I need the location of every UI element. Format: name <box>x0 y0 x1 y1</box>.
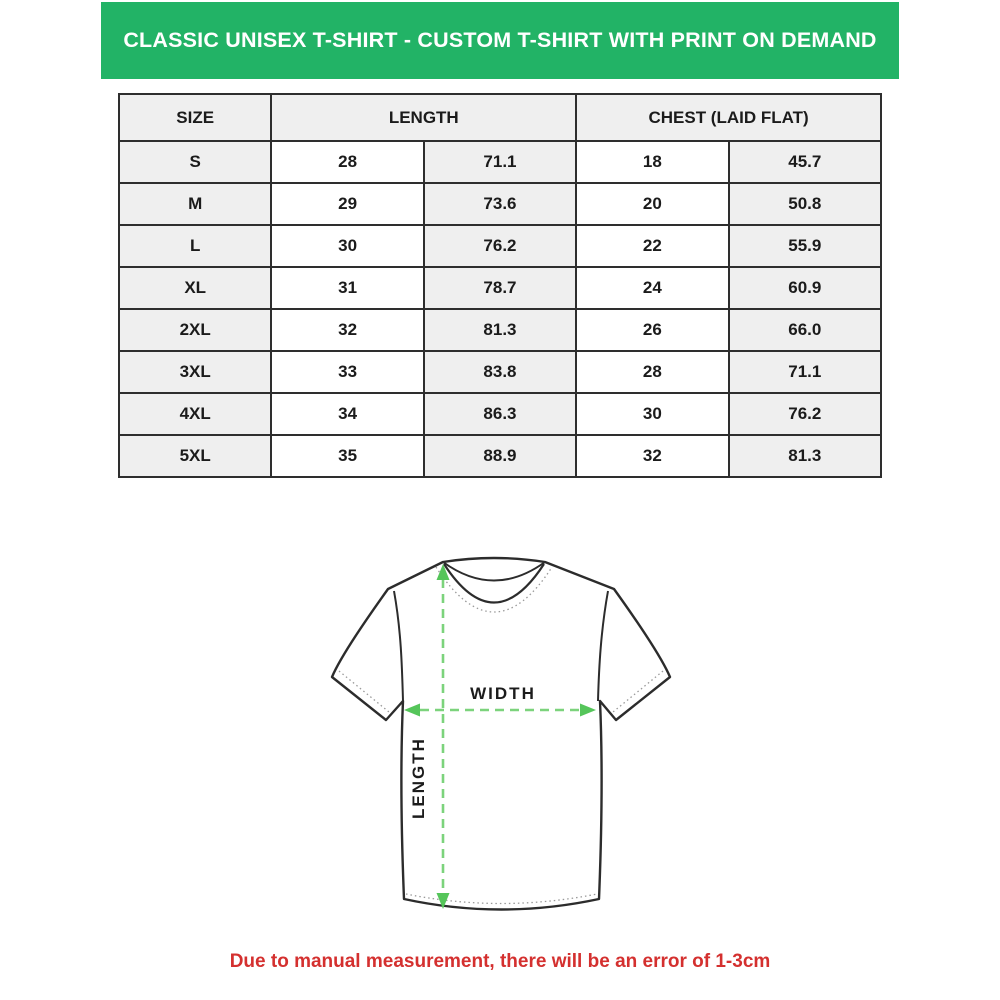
width-label: WIDTH <box>470 684 536 703</box>
chest-in-cell: 30 <box>576 393 728 435</box>
size-cell: XL <box>119 267 271 309</box>
size-cell: 3XL <box>119 351 271 393</box>
chest-cm-cell: 50.8 <box>729 183 881 225</box>
chest-in-cell: 20 <box>576 183 728 225</box>
chest-in-cell: 22 <box>576 225 728 267</box>
table-row <box>119 183 881 225</box>
tshirt-outline <box>332 558 670 910</box>
chest-in-cell: 32 <box>576 435 728 477</box>
length-cm-cell: 71.1 <box>424 141 576 183</box>
length-cm-cell: 81.3 <box>424 309 576 351</box>
chest-in-cell: 18 <box>576 141 728 183</box>
title-banner <box>101 2 899 79</box>
page-title: CLASSIC UNISEX T-SHIRT - CUSTOM T-SHIRT WITH PRINT ON DEMAND <box>123 28 877 52</box>
length-in-cell: 31 <box>271 267 423 309</box>
length-in-cell: 34 <box>271 393 423 435</box>
measurement-error-note: Due to manual measurement, there will be an error of 1-3cm <box>229 951 771 972</box>
size-cell: S <box>119 141 271 183</box>
length-in-cell: 33 <box>271 351 423 393</box>
chest-in-cell: 26 <box>576 309 728 351</box>
table-row <box>119 309 881 351</box>
size-cell: 5XL <box>119 435 271 477</box>
chest-cm-cell: 45.7 <box>729 141 881 183</box>
chest-cm-cell: 60.9 <box>729 267 881 309</box>
length-cm-cell: 73.6 <box>424 183 576 225</box>
length-in-cell: 28 <box>271 141 423 183</box>
size-cell: M <box>119 183 271 225</box>
length-in-cell: 35 <box>271 435 423 477</box>
chest-in-cell: 28 <box>576 351 728 393</box>
length-cm-cell: 78.7 <box>424 267 576 309</box>
chest-cm-cell: 66.0 <box>729 309 881 351</box>
table-row <box>119 435 881 477</box>
table-row <box>119 351 881 393</box>
header-size: SIZE <box>119 94 271 141</box>
chest-cm-cell: 76.2 <box>729 393 881 435</box>
tshirt-measurement-diagram <box>320 548 682 957</box>
table-header-row <box>119 94 881 141</box>
header-length: LENGTH <box>271 94 576 141</box>
header-chest: CHEST (LAID FLAT) <box>576 94 881 141</box>
length-in-cell: 30 <box>271 225 423 267</box>
chest-cm-cell: 55.9 <box>729 225 881 267</box>
size-chart-table <box>118 93 882 478</box>
table-row <box>119 141 881 183</box>
chest-cm-cell: 81.3 <box>729 435 881 477</box>
length-cm-cell: 86.3 <box>424 393 576 435</box>
size-cell: 4XL <box>119 393 271 435</box>
size-cell: 2XL <box>119 309 271 351</box>
chest-in-cell: 24 <box>576 267 728 309</box>
length-cm-cell: 83.8 <box>424 351 576 393</box>
table-row <box>119 267 881 309</box>
length-in-cell: 29 <box>271 183 423 225</box>
length-cm-cell: 76.2 <box>424 225 576 267</box>
size-cell: L <box>119 225 271 267</box>
chest-cm-cell: 71.1 <box>729 351 881 393</box>
table-row <box>119 393 881 435</box>
length-in-cell: 32 <box>271 309 423 351</box>
table-row <box>119 225 881 267</box>
length-label: LENGTH <box>409 737 428 819</box>
length-cm-cell: 88.9 <box>424 435 576 477</box>
tshirt-diagram-svg <box>320 548 682 952</box>
